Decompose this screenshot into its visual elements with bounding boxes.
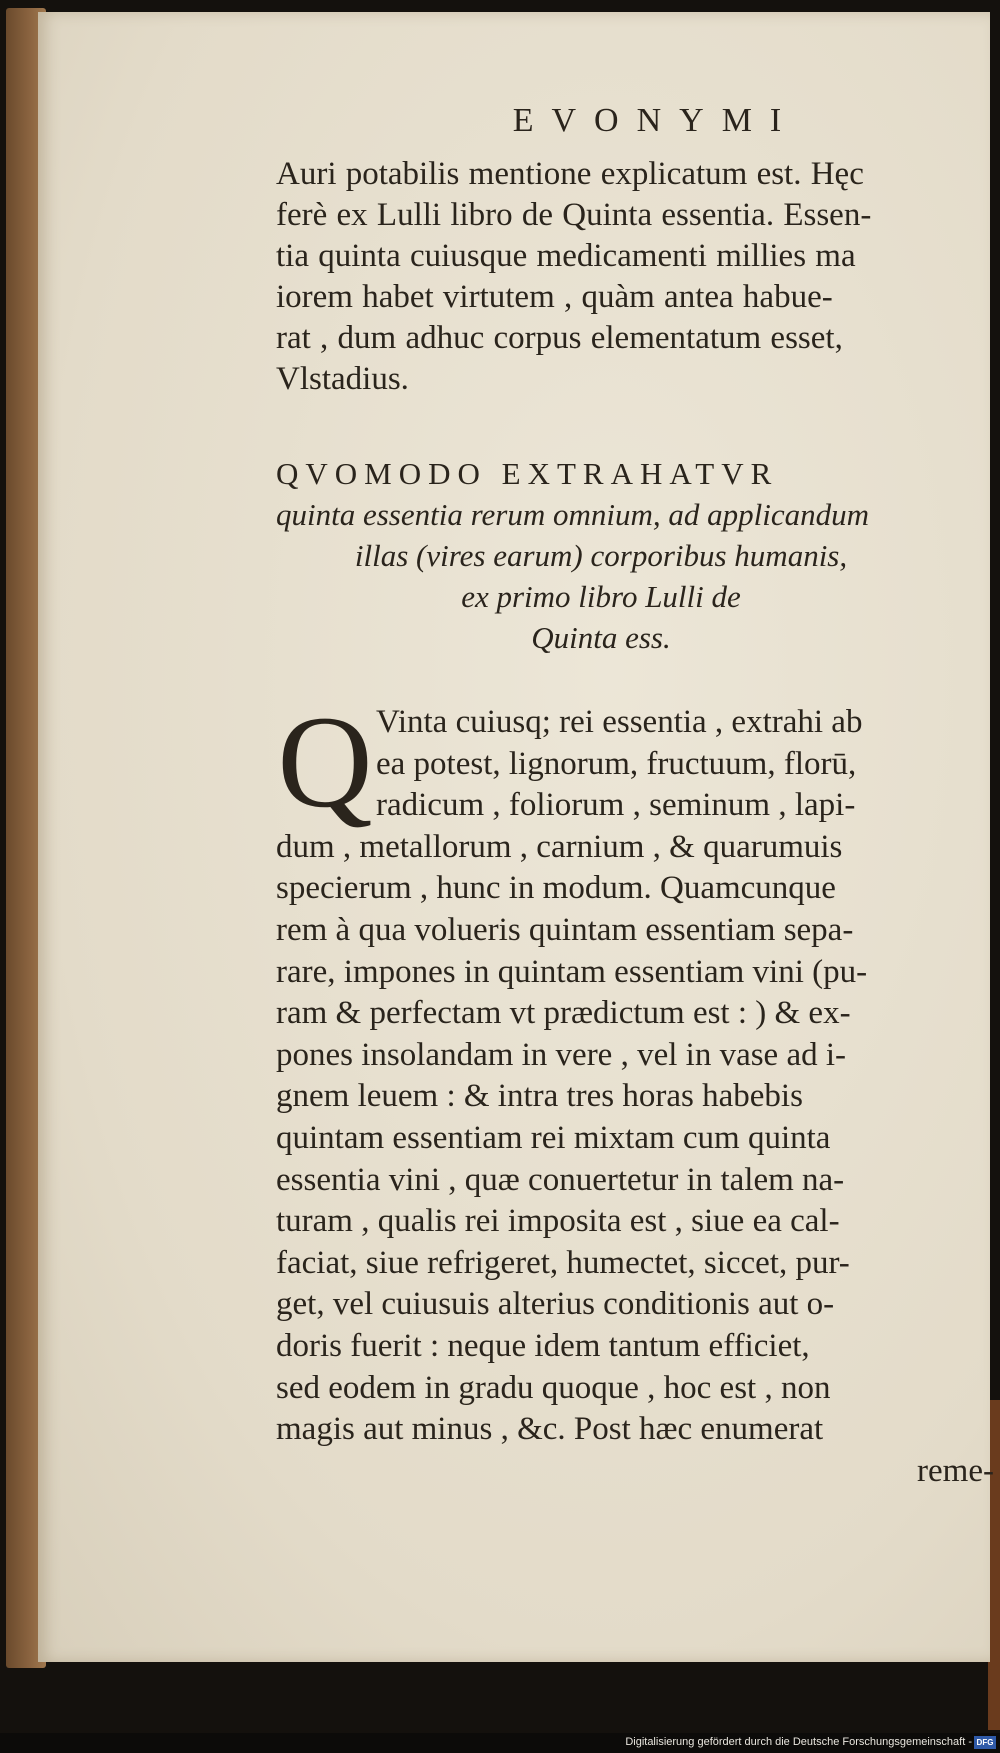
heading-caps-line: QVOMODO EXTRAHATVR xyxy=(276,456,779,491)
text-line: get, vel cuiusuis alterius conditionis aut o- xyxy=(276,1286,835,1323)
heading-line: quinta essentia rerum omnium, ad applicandum xyxy=(276,497,869,532)
text-line: turam , qualis rei imposita est , siue ea cal- xyxy=(276,1203,840,1240)
main-paragraph xyxy=(276,688,996,1492)
text-line: essentia vini , quæ conuertetur in talem na- xyxy=(276,1161,845,1198)
heading-line: ex primo libro Lulli de xyxy=(461,579,741,614)
intro-paragraph xyxy=(276,154,996,400)
text-line: Vinta cuiusq; rei essentia , extrahi ab xyxy=(376,704,863,740)
text-line: radicum , foliorum , seminum , lapi- xyxy=(376,787,856,824)
catchword: reme- xyxy=(917,1452,994,1489)
funding-credit: Digitalisierung gefördert durch die Deutsche Forschungsgemeinschaft - xyxy=(625,1736,972,1748)
text-line: Vlstadius. xyxy=(276,361,409,397)
text-line: iorem habet virtutem , quàm antea habue- xyxy=(276,279,833,315)
text-line: ferè ex Lulli libro de Quinta essentia. Essen- xyxy=(276,197,872,233)
heading-line: Quinta ess. xyxy=(531,620,671,655)
text-line: pones insolandam in vere , vel in vase ad i- xyxy=(276,1036,847,1073)
running-head: EVONYMI xyxy=(512,102,800,139)
text-line: rare, impones in quintam essentiam vini (pu- xyxy=(276,953,868,990)
section-heading xyxy=(276,454,996,658)
text-line: dum , metallorum , carnium , & quarumuis xyxy=(276,828,843,865)
text-line: rem à qua volueris quintam essentiam sepa- xyxy=(276,911,854,948)
text-line: ea potest, lignorum, fructuum, florū, xyxy=(376,745,857,782)
text-line: doris fuerit : neque idem tantum efficiet, xyxy=(276,1327,810,1364)
page-text-block xyxy=(276,102,996,1492)
text-line: faciat, siue refrigeret, humectet, siccet, pur- xyxy=(276,1244,850,1281)
text-line: sed eodem in gradu quoque , hoc est , non xyxy=(276,1369,831,1406)
drop-cap-initial: Q xyxy=(277,688,373,835)
text-line: ram & perfectam vt prædictum est : ) & ex- xyxy=(276,995,851,1032)
heading-line: illas (vires earum) corporibus humanis, xyxy=(354,538,848,573)
footer-bar xyxy=(0,1733,1000,1753)
text-line: quintam essentiam rei mixtam cum quinta xyxy=(276,1119,831,1156)
text-line: rat , dum adhuc corpus elementatum esset, xyxy=(276,320,843,356)
text-line: specierum , hunc in modum. Quamcunque xyxy=(276,870,836,907)
text-line: gnem leuem : & intra tres horas habebis xyxy=(276,1078,803,1115)
dfg-logo: DFG xyxy=(974,1736,996,1749)
text-line: Auri potabilis mentione explicatum est. Hęc xyxy=(276,156,864,192)
text-line: magis aut minus , &c. Post hæc enumerat xyxy=(276,1411,824,1448)
book-page xyxy=(38,12,994,1662)
text-line: tia quinta cuiusque medicamenti millies ma xyxy=(276,238,856,274)
